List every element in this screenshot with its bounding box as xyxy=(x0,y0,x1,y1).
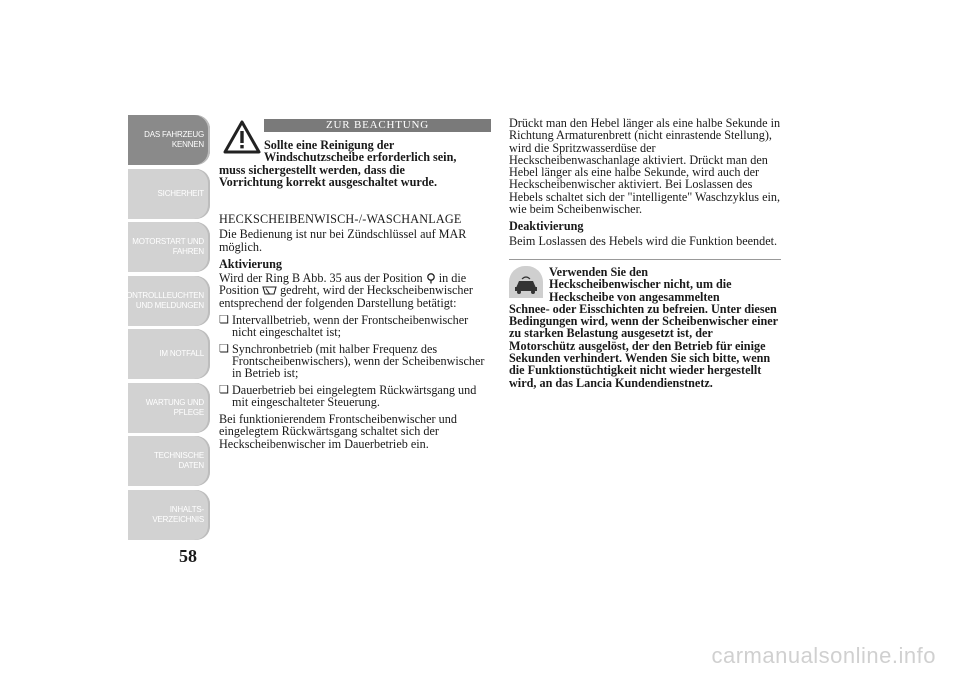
warning-line: Windschutzscheibe erforderlich sein, xyxy=(264,150,457,165)
tab-sicherheit[interactable] xyxy=(128,169,210,219)
caution-line: Schnee- oder Eisschichten zu befreien. Unter diesen Bedingungen wird, wenn der Scheibenwischer einer zu starken Belastung ausgesetzt ist, der Motorschütz ausgelöst, der den Betrieb für einige Sekunden verhindert. Wenden Sie sich bitte, wenn die Funktionstüchtigkeit nicht wieder hergestellt wird, an das Lancia Kundendienstnetz. xyxy=(509,301,778,390)
warning-line: Sollte eine Reinigung der xyxy=(264,138,395,152)
warning-box xyxy=(219,117,491,195)
tab-label: MOTORSTART UND FAHREN xyxy=(132,237,204,256)
closing-text: Bei funktionierendem Frontscheibenwischer und eingelegtem Rückwärtsgang schaltet sich der Heckscheibenwischer im Dauerbetrieb ein. xyxy=(219,412,457,451)
deactivation-title: Deaktivierung xyxy=(509,219,584,234)
caution-line: Heckscheibenwischer nicht, um die xyxy=(549,277,732,292)
tab-label: WARTUNG UND PFLEGE xyxy=(145,397,204,417)
caution-line: Verwenden Sie den xyxy=(549,264,649,279)
caution-box xyxy=(509,259,781,389)
operation-mode-list xyxy=(219,314,493,408)
activation-text-part: Wird der Ring B Abb. 35 aus der Position xyxy=(219,271,426,286)
activation-text-part: in die Position xyxy=(219,271,467,298)
activation-text-part: gedreht, wird der Heckscheibenwischer entsprechend der folgenden Darstellung betätigt: xyxy=(219,283,473,310)
tab-label: KONTROLLLEUCHTEN UND MELDUNGEN xyxy=(120,290,204,310)
tab-label: DAS FAHRZEUG KENNEN xyxy=(144,130,204,149)
tab-motorstart-und-fahren[interactable] xyxy=(128,222,210,272)
section-heading: HECKSCHEIBENWISCH-/-WASCHANLAGE xyxy=(219,212,462,226)
tab-im-notfall[interactable] xyxy=(128,329,210,379)
tab-das-fahrzeug-kennen[interactable] xyxy=(128,115,210,165)
list-item: ❏ Intervallbetrieb, wenn der Frontscheibenwischer nicht eingeschaltet ist; xyxy=(219,314,493,339)
warning-line: Vorrichtung korrekt ausgeschaltet wurde. xyxy=(219,174,438,189)
list-item: ❏ Synchronbetrieb (mit halber Frequenz des Frontscheibenwischers), wenn der Scheibenwischer in Betrieb ist; xyxy=(219,343,493,380)
tab-label: TECHNISCHE DATEN xyxy=(153,451,204,470)
warning-line: muss sichergestellt werden, dass die xyxy=(219,162,405,177)
tab-wartung-und-pflege[interactable] xyxy=(128,383,210,433)
warning-text xyxy=(219,139,491,188)
tab-label: INHALTS- VERZEICHNIS xyxy=(152,504,204,524)
car-caution-icon xyxy=(509,266,543,298)
tab-label: SICHERHEIT xyxy=(157,188,204,198)
right-column xyxy=(509,117,781,389)
tab-inhaltsverzeichnis[interactable] xyxy=(128,490,210,540)
list-item: ❏ Dauerbetrieb bei eingelegtem Rückwärtsgang und mit eingeschalteter Steuerung. xyxy=(219,384,493,409)
intro-text: Die Bedienung ist nur bei Zündschlüssel auf MAR möglich. xyxy=(219,227,467,254)
chapter-nav xyxy=(120,115,212,543)
warning-title: ZUR BEACHTUNG xyxy=(264,119,491,132)
washer-text: Drückt man den Hebel länger als eine halbe Sekunde in Richtung Armaturenbrett (nicht einrastende Stellung), wird die Spritzwasserdüse der Heckscheibenwaschanlage aktiviert. Drückt man den Hebel länger als eine halbe Sekunde, wird auch der Heckscheibenwischer aktiviert. Bei Loslassen des Hebels schaltet sich der "intelligente" Waschzyklus ein, wie beim Scheibenwischer. xyxy=(509,116,781,217)
caution-line: Heckscheibe von angesammelten xyxy=(549,289,720,304)
tab-label: IM NOTFALL xyxy=(159,349,204,358)
caution-text xyxy=(509,266,781,389)
activation-text xyxy=(219,272,493,309)
page-number: 58 xyxy=(179,546,197,566)
activation-title: Aktivierung xyxy=(219,256,282,271)
left-column xyxy=(219,117,493,455)
tab-kontrollleuchten[interactable] xyxy=(120,276,210,326)
deactivation-text: Beim Loslassen des Hebels wird die Funktion beendet. xyxy=(509,233,778,248)
watermark: carmanualsonline.info xyxy=(711,643,936,668)
tab-technische-daten[interactable] xyxy=(128,436,210,486)
